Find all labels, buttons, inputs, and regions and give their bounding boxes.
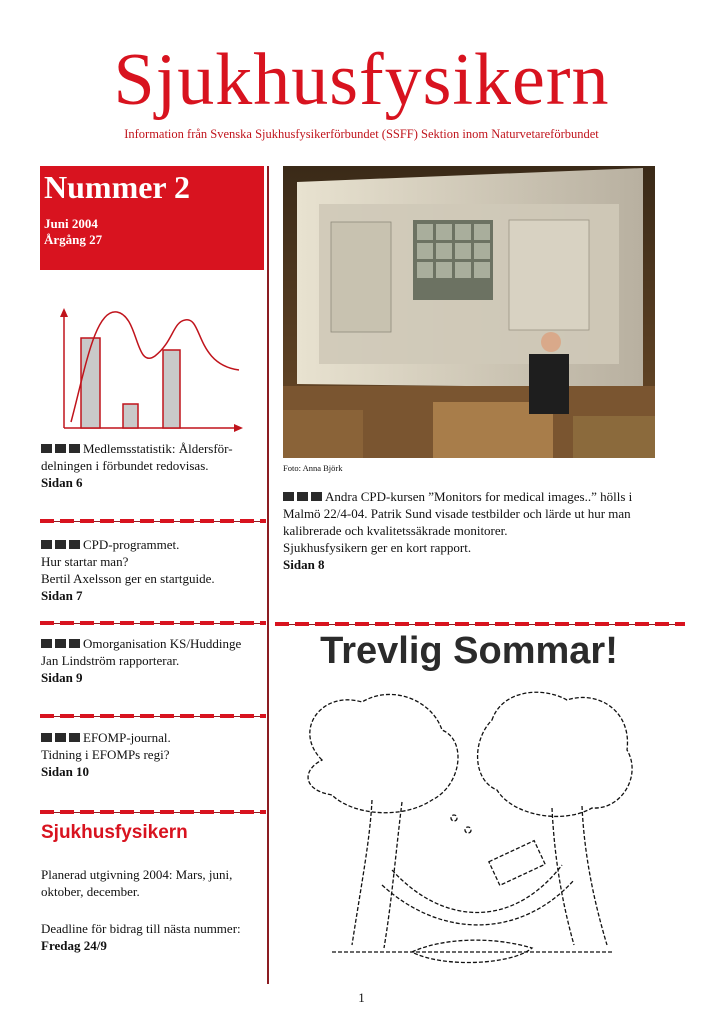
divider: [40, 810, 266, 814]
divider: [275, 622, 685, 626]
divider: [40, 714, 266, 718]
page-reference: Sidan 10: [41, 764, 90, 779]
photo-credit: Foto: Anna Björk: [283, 463, 343, 473]
conference-photo: [283, 166, 655, 458]
divider: [40, 519, 266, 523]
age-distribution-graphic: [55, 300, 245, 435]
bullet-square-icon: [69, 733, 80, 742]
page-reference: Sidan 8: [283, 557, 325, 572]
list-item[interactable]: Medlemsstatistik: Åldersför- delningen i förbundet redovisas. Sidan 6: [41, 441, 233, 490]
list-item[interactable]: EFOMP-journal. Tidning i EFOMPs regi? Sidan 10: [41, 730, 171, 779]
summer-greeting: Trevlig Sommar!: [320, 630, 618, 672]
list-item[interactable]: CPD-programmet. Hur startar man? Bertil Axelsson ger en startguide. Sidan 7: [41, 537, 215, 603]
divider: [40, 621, 266, 625]
article-cpd-course[interactable]: Andra CPD-kursen ”Monitors for medical images..” hölls i Malmö 22/4-04. Patrik Sund visade testbilder och lärde ut hur man kalibrerade och kvalitetssäkrade monitorer. Sjukhusfysikern ger en kort rapport. Sidan 8: [283, 489, 633, 572]
masthead-subtitle: Information från Svenska Sjukhusfysikerförbundet (SSFF) Sektion inom Naturvetareförbundet: [124, 127, 599, 141]
bullet-square-icon: [297, 492, 308, 501]
bullet-square-icon: [55, 733, 66, 742]
deadline-date: Fredag 24/9: [41, 938, 107, 953]
issue-number: Nummer 2: [44, 169, 191, 205]
issue-volume: Årgång 27: [44, 232, 103, 247]
hammock-illustration: [292, 690, 642, 980]
masthead-title: Sjukhusfysikern: [113, 39, 610, 121]
bullet-square-icon: [55, 540, 66, 549]
bullet-square-icon: [69, 540, 80, 549]
issue-date: Juni 2004: [44, 216, 98, 231]
publication-heading: Sjukhusfysikern: [41, 822, 188, 843]
column-divider: [267, 166, 269, 984]
publication-schedule: Planerad utgivning 2004: Mars, juni, oktober, december.: [41, 867, 233, 899]
page-number: 1: [358, 990, 365, 1005]
bullet-square-icon: [41, 444, 52, 453]
page-reference: Sidan 7: [41, 588, 83, 603]
bullet-square-icon: [311, 492, 322, 501]
list-item[interactable]: Omorganisation KS/Huddinge Jan Lindström rapporterar. Sidan 9: [41, 636, 242, 685]
page-reference: Sidan 6: [41, 475, 83, 490]
bullet-square-icon: [283, 492, 294, 501]
publication-deadline: Deadline för bidrag till nästa nummer: Fredag 24/9: [41, 921, 241, 953]
bullet-square-icon: [69, 444, 80, 453]
bullet-square-icon: [55, 444, 66, 453]
bullet-square-icon: [41, 639, 52, 648]
bullet-square-icon: [41, 733, 52, 742]
page-reference: Sidan 9: [41, 670, 83, 685]
bullet-square-icon: [55, 639, 66, 648]
issue-box: [40, 166, 264, 270]
bullet-square-icon: [69, 639, 80, 648]
bullet-square-icon: [41, 540, 52, 549]
